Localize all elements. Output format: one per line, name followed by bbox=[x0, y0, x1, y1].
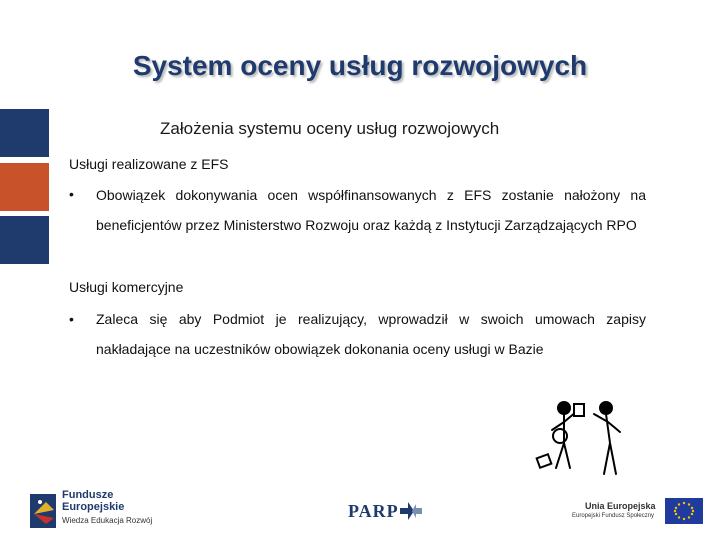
slide-title: System oceny usług rozwojowych bbox=[132, 50, 588, 81]
parp-arrows-icon bbox=[400, 500, 422, 522]
side-block-blue-top bbox=[0, 109, 49, 157]
fe-logo-subtext: Wiedza Edukacja Rozwój bbox=[62, 516, 153, 525]
bullet-marker: • bbox=[69, 311, 74, 327]
section-text-commercial: Zaleca się aby Podmiot je realizujący, wprowadził w swoich umowach zapisy nakładające na uczestników obowiązek dokonania oceny usługi w Bazie bbox=[96, 311, 646, 357]
bullet-marker: • bbox=[69, 186, 74, 202]
ue-logo-subtext: Europejski Fundusz Społeczny bbox=[572, 513, 655, 519]
people-illustration bbox=[530, 398, 640, 488]
parp-logo-text: PARP bbox=[348, 501, 399, 521]
ue-logo-text: Unia Europejska bbox=[585, 501, 656, 511]
section-heading-commercial: Usługi komercyjne bbox=[69, 279, 184, 295]
slide-subtitle: Założenia systemu oceny usług rozwojowych bbox=[160, 119, 500, 138]
fe-logo-text: Fundusze Europejskie bbox=[62, 489, 125, 513]
section-text-efs: Obowiązek dokonywania ocen współfinansowanych z EFS zostanie nałożony na beneficjentów przez Ministerstwo Rozwoju oraz każdą z Instytucji Zarządzających RPO bbox=[96, 187, 646, 233]
side-block-blue-bottom bbox=[0, 216, 49, 264]
section-heading-efs: Usługi realizowane z EFS bbox=[69, 156, 229, 172]
eu-flag-icon bbox=[665, 498, 703, 524]
side-block-orange bbox=[0, 163, 49, 211]
footer-logos bbox=[0, 480, 720, 540]
